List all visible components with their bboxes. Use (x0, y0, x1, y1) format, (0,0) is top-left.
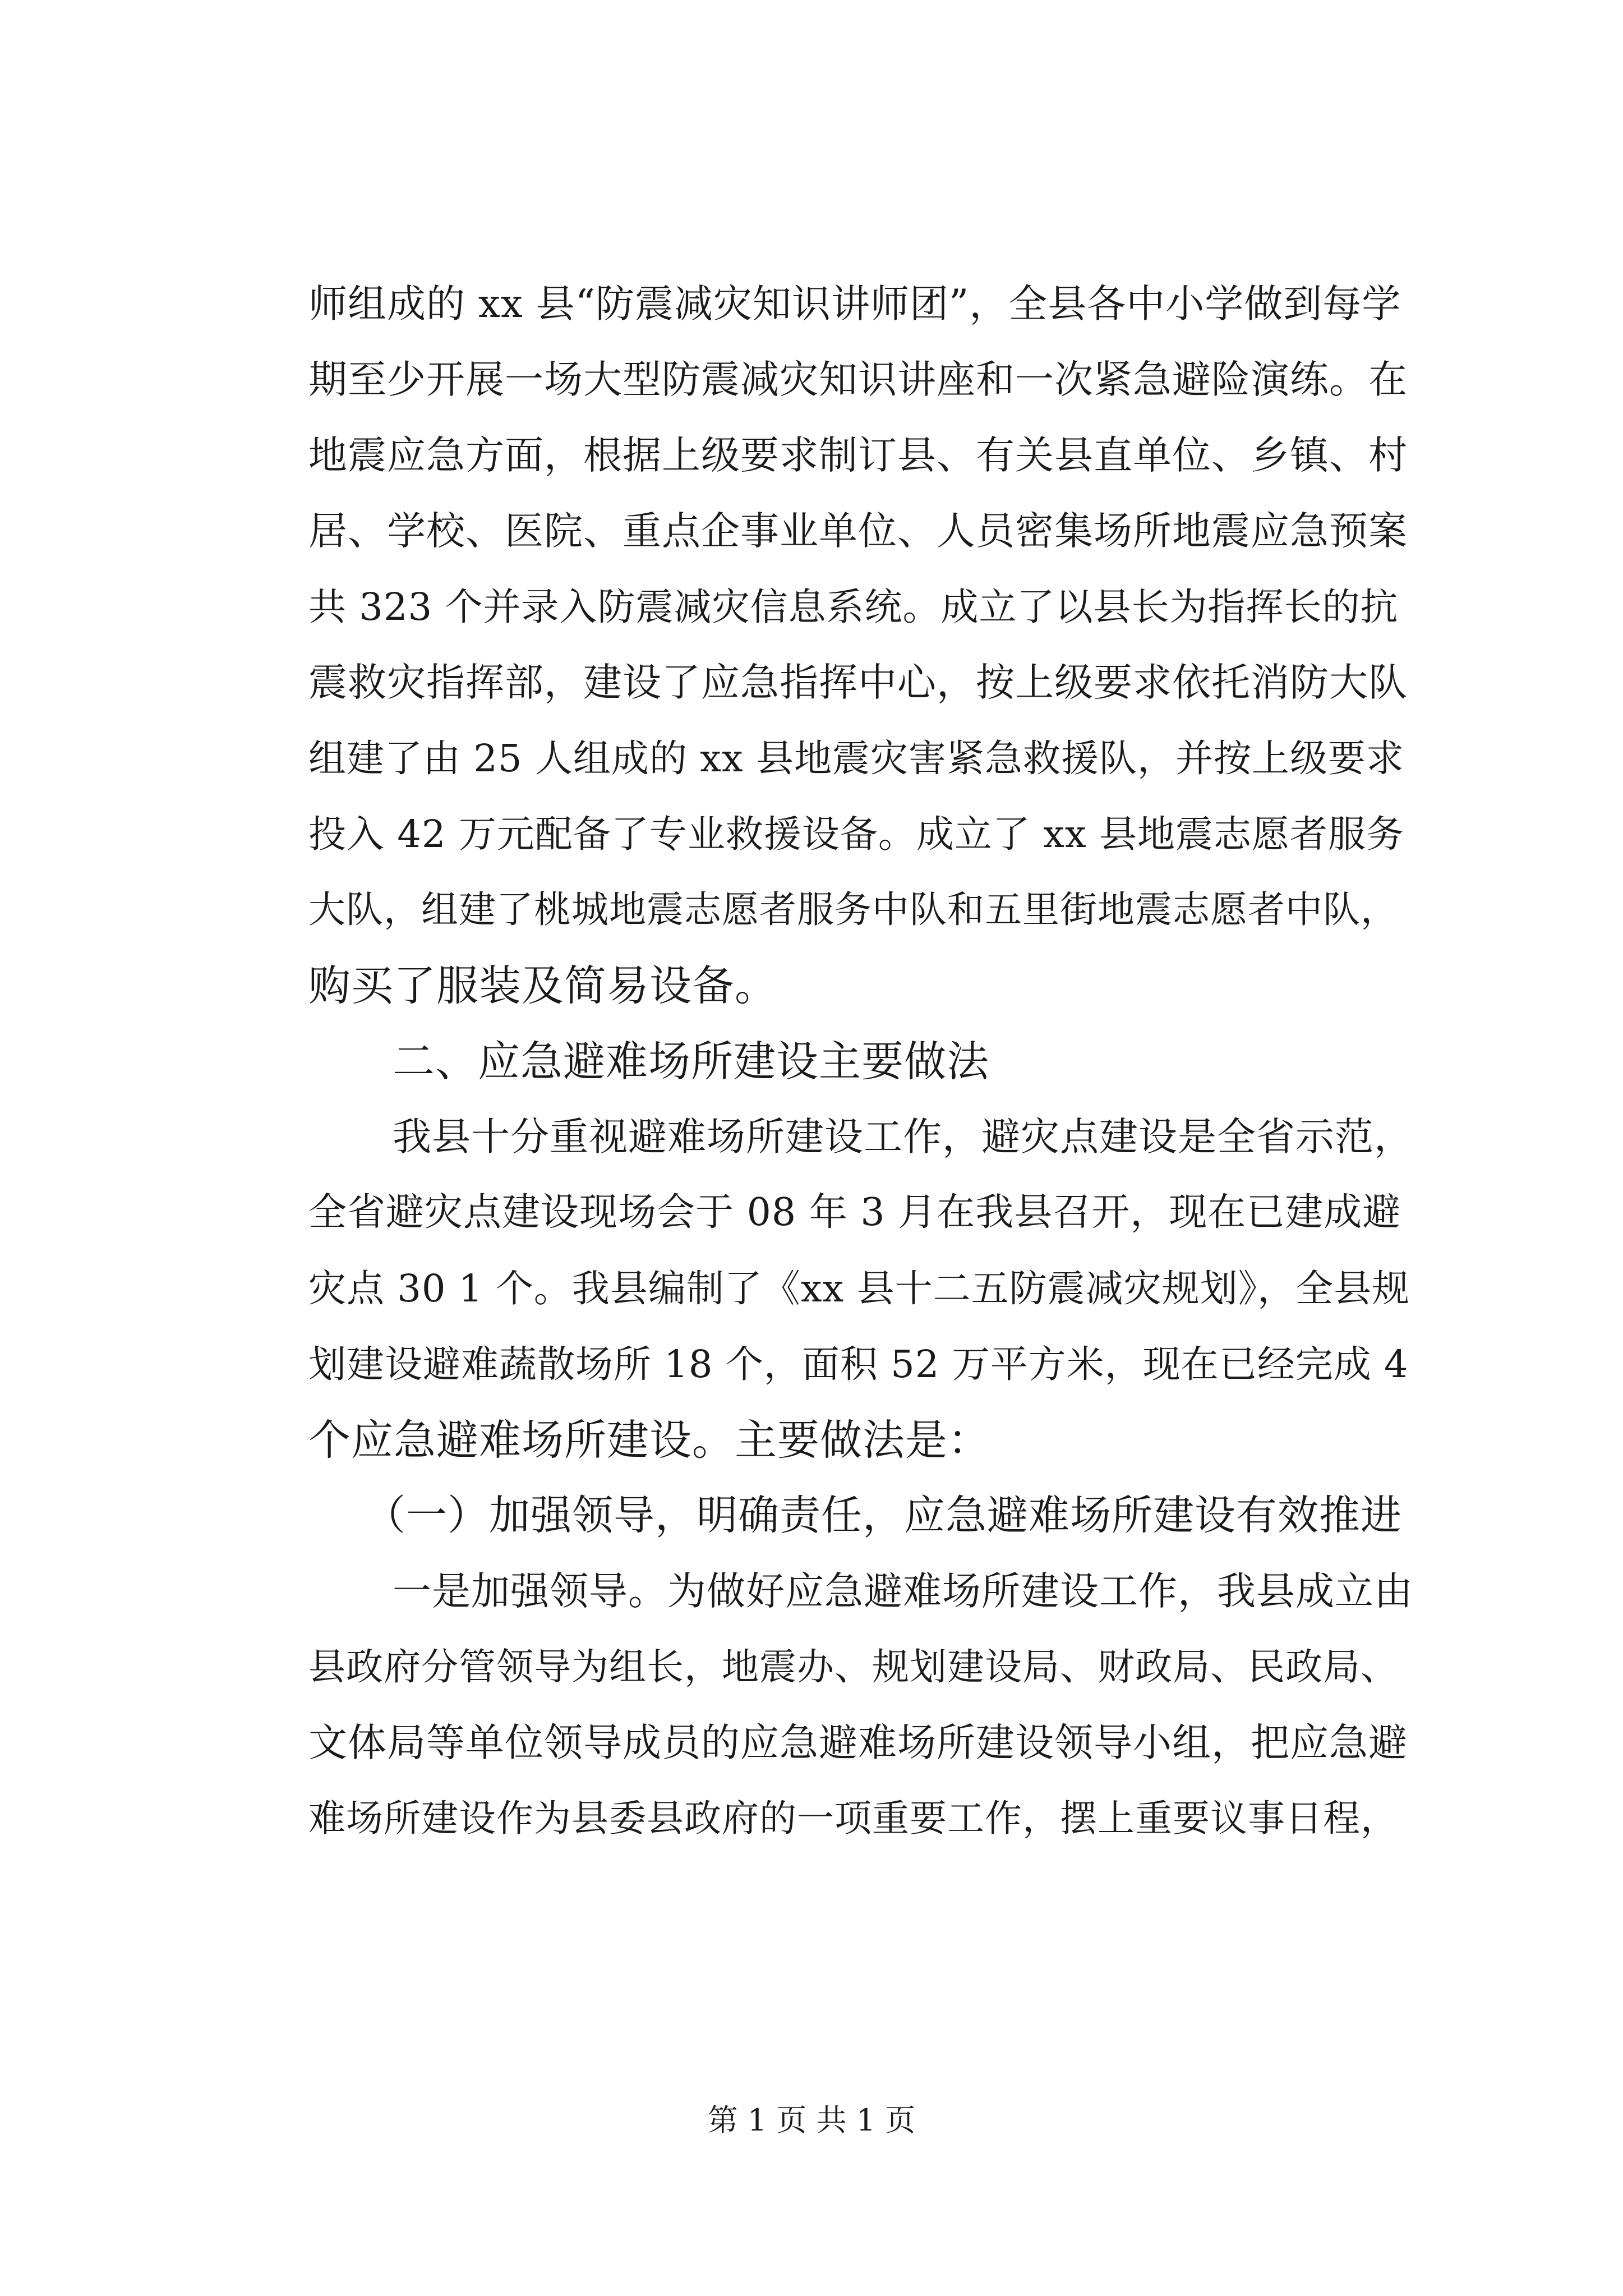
body-line: 共 323 个并录入防震减灾信息系统。成立了以县长为指挥长的抗 (308, 585, 1399, 629)
body-line: 全省避灾点建设现场会于 08 年 3 月在我县召开，现在已建成避 (308, 1190, 1401, 1235)
body-line: 文体局等单位领导成员的应急避难场所建设领导小组，把应急避 (308, 1720, 1408, 1765)
section-heading: 二、应急避难场所建设主要做法 (393, 1037, 990, 1086)
body-line: 大队，组建了桃城地震志愿者服务中队和五里街地震志愿者中队， (308, 888, 1398, 931)
page-footer: 第 1 页 共 1 页 (707, 2102, 916, 2138)
body-line: 购买了服装及简易设备。 (308, 961, 778, 1010)
body-line: 个应急避难场所建设。主要做法是： (308, 1415, 991, 1465)
body-line: 难场所建设作为县委县政府的一项重要工作，摆上重要议事日程， (308, 1797, 1398, 1840)
body-line: 期至少开展一场大型防震减灾知识讲座和一次紧急避险演练。在 (308, 357, 1408, 402)
body-line: 师组成的 xx 县“防震减灾知识讲师团”，全县各中小学做到每学 (308, 282, 1401, 326)
subsection-heading: （一）加强领导，明确责任，应急避难场所建设有效推进 (365, 1492, 1402, 1539)
body-line: 震救灾指挥部，建设了应急指挥中心，按上级要求依托消防大队 (308, 660, 1408, 705)
body-line: 县政府分管领导为组长，地震办、规划建设局、财政局、民政局、 (308, 1645, 1398, 1688)
body-line: 地震应急方面，根据上级要求制订县、有关县直单位、乡镇、村 (308, 433, 1408, 478)
body-line: 灾点 30 1 个。我县编制了《xx 县十二五防震减灾规划》，全县规 (308, 1267, 1410, 1310)
paragraph-first-line: 一是加强领导。为做好应急避难场所建设工作，我县成立由 (393, 1569, 1413, 1614)
body-line: 组建了由 25 人组成的 xx 县地震灾害紧急救援队，并按上级要求 (308, 737, 1405, 780)
body-line: 投入 42 万元配备了专业救援设备。成立了 xx 县地震志愿者服务 (308, 812, 1405, 856)
body-line: 居、学校、医院、重点企事业单位、人员密集场所地震应急预案 (308, 509, 1408, 554)
body-line: 划建设避难蔬散场所 18 个，面积 52 万平方米，现在已经完成 4 (308, 1342, 1409, 1386)
paragraph-first-line: 我县十分重视避难场所建设工作，避灾点建设是全省示范， (393, 1115, 1413, 1159)
